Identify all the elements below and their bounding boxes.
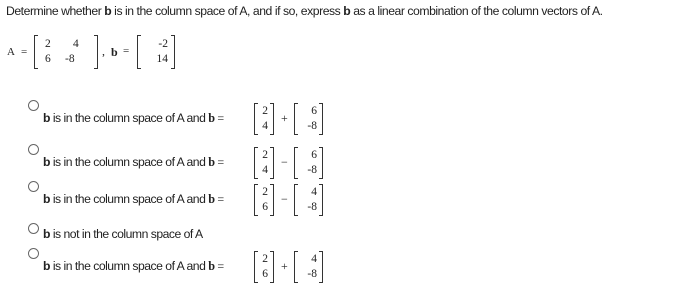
option-label-4[interactable] bbox=[43, 227, 203, 241]
option-text: is in the column space of A and bbox=[49, 259, 209, 273]
option-vector-2 bbox=[294, 251, 323, 283]
matrix-a-cell: -8 bbox=[65, 53, 75, 65]
question-text-part: is in the column space of bbox=[111, 4, 240, 18]
equals-sign: = bbox=[217, 111, 224, 125]
operator-sign: + bbox=[281, 259, 288, 273]
option-radio-3[interactable] bbox=[28, 181, 39, 192]
vector-b-symbol: b bbox=[208, 192, 215, 206]
comma: , bbox=[102, 44, 105, 58]
matrix-a-cell: 4 bbox=[73, 38, 79, 50]
option-vector-1 bbox=[254, 103, 274, 135]
option-label-3[interactable] bbox=[43, 192, 224, 207]
option-radio-1[interactable] bbox=[28, 100, 39, 111]
vector-entry: -8 bbox=[307, 268, 317, 280]
equals-sign: = bbox=[217, 155, 224, 169]
option-vector-1 bbox=[254, 184, 274, 216]
option-text: is in the column space of A and bbox=[49, 192, 209, 206]
matrix-a-symbol: A bbox=[239, 4, 248, 18]
vector-b-symbol: b bbox=[104, 4, 112, 18]
equals-sign: = bbox=[217, 259, 224, 273]
vector-entry: 6 bbox=[262, 268, 268, 280]
vector-b-symbol: b bbox=[208, 155, 215, 169]
vector-b-label: b bbox=[111, 45, 118, 59]
option-radio-2[interactable] bbox=[28, 144, 39, 155]
question-text-part: as a linear combination of the column vectors of bbox=[350, 4, 592, 18]
vector-entry: 4 bbox=[311, 186, 317, 198]
vector-b-symbol: b bbox=[43, 192, 50, 206]
vector-entry: 6 bbox=[262, 201, 268, 213]
matrix-a-cell: 2 bbox=[45, 38, 51, 50]
option-vector-1 bbox=[254, 251, 274, 283]
vector-entry: 2 bbox=[262, 149, 268, 161]
vector-entry: -8 bbox=[307, 120, 317, 132]
option-radio-5[interactable] bbox=[28, 248, 39, 259]
option-text: is in the column space of A and bbox=[49, 155, 209, 169]
option-radio-4[interactable] bbox=[28, 223, 39, 234]
question-text bbox=[6, 4, 603, 18]
matrix-a-cell: 6 bbox=[45, 53, 51, 65]
vector-entry: 2 bbox=[262, 253, 268, 265]
option-label-2[interactable] bbox=[43, 155, 224, 170]
operator-sign: − bbox=[281, 192, 288, 206]
vector-b-entry: 14 bbox=[156, 53, 168, 65]
vector-b-symbol: b bbox=[208, 259, 215, 273]
vector-entry: 4 bbox=[262, 120, 268, 132]
vector-b-symbol: b bbox=[208, 111, 215, 125]
option-vector-2 bbox=[294, 184, 323, 216]
option-text: is not in the column space of A bbox=[49, 227, 203, 241]
option-vector-1 bbox=[254, 147, 274, 179]
vector-entry: 6 bbox=[311, 149, 317, 161]
matrix-a bbox=[34, 35, 98, 69]
vector-b bbox=[137, 35, 175, 69]
vector-entry: 4 bbox=[311, 253, 317, 265]
vector-b-symbol: b bbox=[343, 4, 351, 18]
vector-b-symbol: b bbox=[43, 227, 50, 241]
question-prefix: Determine whether bbox=[6, 4, 105, 18]
question-text-part: , and if so, express bbox=[247, 4, 344, 18]
matrix-a-label: A bbox=[7, 46, 15, 58]
equals-sign: = bbox=[21, 46, 28, 58]
vector-b-symbol: b bbox=[43, 155, 50, 169]
operator-sign: + bbox=[281, 111, 288, 125]
vector-entry: -8 bbox=[307, 201, 317, 213]
equals-sign: = bbox=[123, 45, 130, 57]
vector-entry: 2 bbox=[262, 105, 268, 117]
vector-entry: 2 bbox=[262, 186, 268, 198]
vector-b-entry: -2 bbox=[158, 38, 168, 50]
vector-b-symbol: b bbox=[43, 259, 50, 273]
vector-entry: 4 bbox=[262, 164, 268, 176]
option-vector-2 bbox=[294, 103, 323, 135]
operator-sign: − bbox=[281, 155, 288, 169]
option-vector-2 bbox=[294, 147, 323, 179]
question-text-part: . bbox=[599, 4, 603, 18]
vector-b-symbol: b bbox=[43, 111, 50, 125]
vector-entry: 6 bbox=[311, 105, 317, 117]
vector-entry: -8 bbox=[307, 164, 317, 176]
option-label-1[interactable] bbox=[43, 111, 224, 126]
equals-sign: = bbox=[217, 192, 224, 206]
matrix-a-symbol: A bbox=[591, 4, 600, 18]
option-text: is in the column space of A and bbox=[49, 111, 209, 125]
option-label-5[interactable] bbox=[43, 259, 224, 274]
